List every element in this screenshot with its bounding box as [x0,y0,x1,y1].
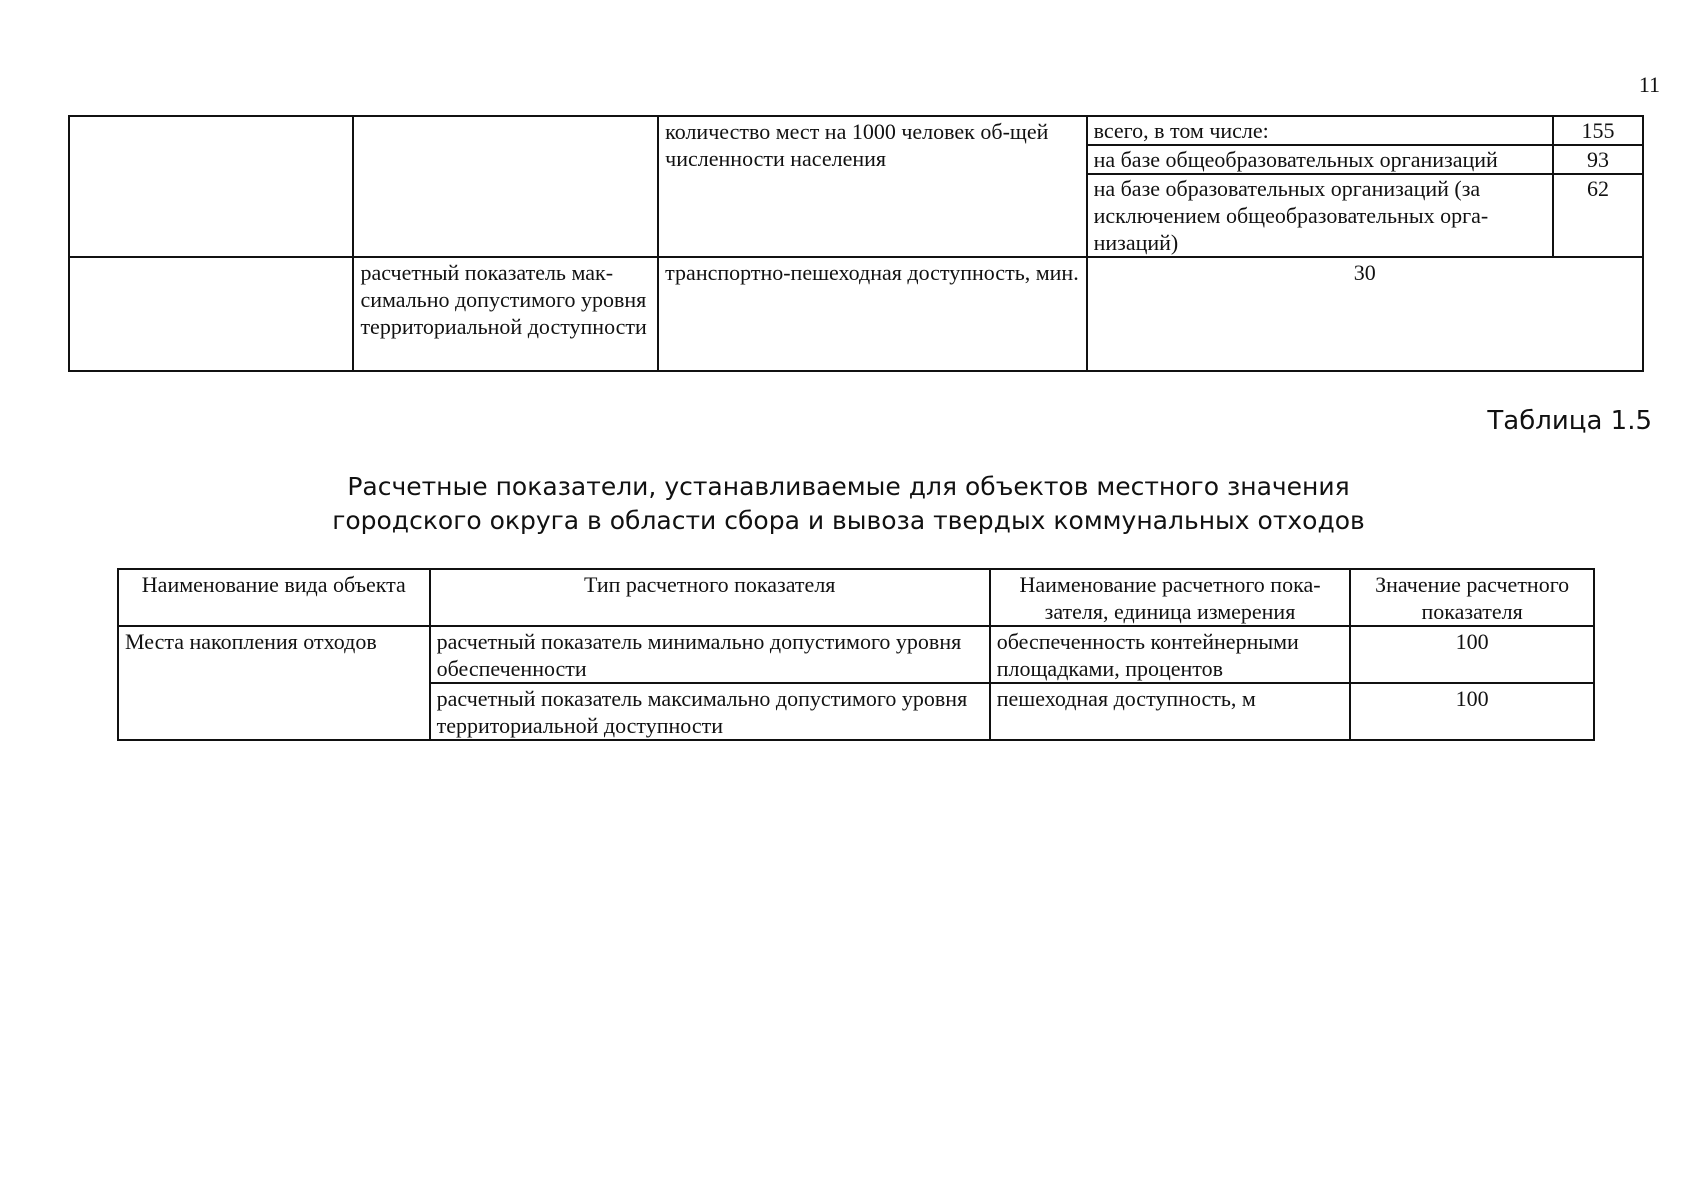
table-cell-empty [69,257,353,371]
page-number: 11 [1638,72,1660,97]
sub-label: на базе образовательных организаций (за исключением общеобразовательных орга-низаций) [1093,176,1489,255]
column-header: Наименование вида объекта [118,569,430,626]
table-row [118,626,1594,683]
table-row [1088,174,1642,256]
table-row [69,116,1643,257]
title-line: Расчетные показатели, устанавливаемые для объектов местного значения [347,472,1350,501]
table-cell-value: 100 [1350,626,1594,683]
sub-label: всего, в том числе: [1088,117,1553,145]
table-cell-value: 100 [1350,683,1594,740]
sub-value: 93 [1553,145,1642,174]
table-cell-indicator-name: количество мест на 1000 человек об-щей численности населения [658,116,1086,257]
table-waste [117,568,1595,741]
table-cell-subtable [1087,116,1643,257]
title-line: городского округа в области сбора и вывоза твердых коммунальных отходов [332,506,1365,535]
table-top [68,115,1644,372]
table-cell-indicator-type: расчетный показатель минимально допустимого уровня обеспеченности [430,626,990,683]
sub-label: на базе общеобразовательных организаций [1088,145,1553,174]
table-cell-empty [69,116,353,257]
column-header: Значение расчетного показателя [1350,569,1594,626]
subtable-values [1088,117,1642,256]
table-row [69,257,1643,371]
table-cell-indicator-type: расчетный показатель мак-симально допустимого уровня территориальной доступности [353,257,658,371]
table-row [1088,117,1642,145]
table-cell-object: Места накопления отходов [118,626,430,740]
table-cell-empty [353,116,658,257]
table-cell-indicator-name: обеспеченность контейнерными площадками, процентов [990,626,1351,683]
sub-value: 62 [1553,174,1642,256]
column-header: Наименование расчетного пока-зателя, единица измерения [990,569,1351,626]
table-cell-indicator-type: расчетный показатель максимально допустимого уровня территориальной доступности [430,683,990,740]
table-header-row [118,569,1594,626]
table-cell-value: 30 [1087,257,1643,371]
table-row [1088,145,1642,174]
table-label: Таблица 1.5 [1487,406,1652,436]
table-cell-indicator-name: пешеходная доступность, м [990,683,1351,740]
table-title [300,470,1397,538]
table-cell-indicator-name: транспортно-пешеходная доступность, мин. [658,257,1086,371]
sub-value: 155 [1553,117,1642,145]
column-header: Тип расчетного показателя [430,569,990,626]
